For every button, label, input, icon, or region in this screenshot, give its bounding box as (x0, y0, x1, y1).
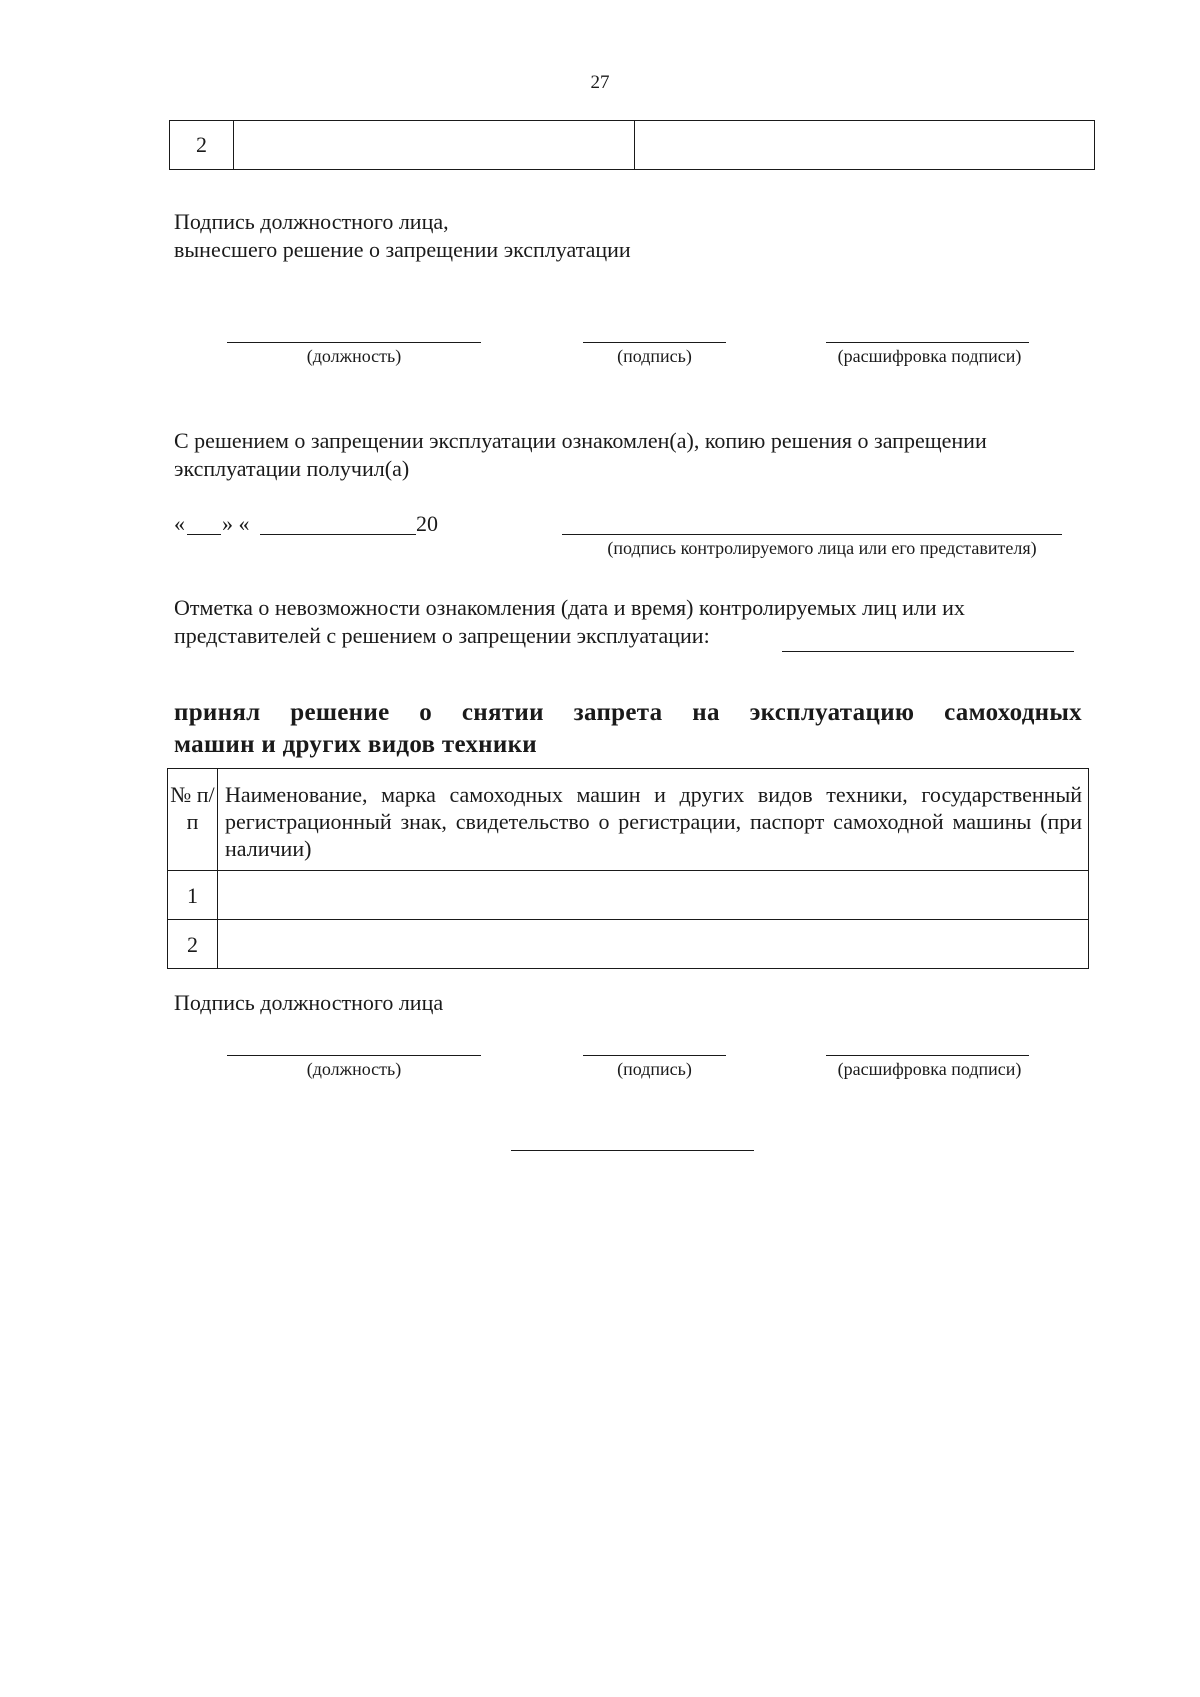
header-number: № п/п (168, 769, 218, 871)
signature-label: (подпись) (617, 1059, 692, 1079)
row-number: 2 (170, 121, 234, 170)
official-signature-caption-2: Подпись должностного лица (174, 990, 444, 1015)
controlled-signature-line (562, 534, 1062, 535)
table-header-row (168, 769, 1089, 871)
date-day-line (187, 534, 221, 535)
impossibility-note (174, 594, 1094, 650)
text-line: представителей с решением о запрещении эксплуатации: (174, 623, 710, 648)
note-fill-line (782, 651, 1074, 652)
text-line: эксплуатации получил(а) (174, 456, 410, 481)
top-table (169, 120, 1095, 170)
position-line (227, 342, 481, 343)
table-cell (218, 920, 1089, 969)
heading-line: принял решение о снятии запрета на эксплуатацию самоходных (174, 699, 1082, 726)
row-number: 1 (168, 871, 218, 920)
lift-ban-heading (174, 697, 1082, 761)
decoding-line (826, 1055, 1029, 1056)
acknowledgement-text (174, 427, 1094, 483)
text-line: С решением о запрещении эксплуатации ознакомлен(а), копию решения о запрещении (174, 428, 987, 453)
row-number: 2 (168, 920, 218, 969)
lift-ban-table (167, 768, 1089, 969)
table-cell (635, 121, 1095, 170)
date-month-line (260, 534, 416, 535)
signature-line (583, 342, 726, 343)
date-year: 20 (416, 511, 438, 536)
end-rule (511, 1150, 754, 1151)
page-number: 27 (590, 72, 610, 93)
table-row (170, 121, 1095, 170)
signature-label: (подпись) (617, 346, 692, 366)
controlled-signature-label: (подпись контролируемого лица или его представителя) (607, 538, 1037, 558)
decoding-label: (расшифровка подписи) (837, 346, 1022, 366)
position-label: (должность) (306, 1059, 402, 1079)
header-description: Наименование, марка самоходных машин и других видов техники, государственный регистрационный знак, свидетельство о регистрации, паспорт самоходной машины (при наличии) (218, 769, 1089, 871)
decoding-label: (расшифровка подписи) (837, 1059, 1022, 1079)
official-signature-caption (174, 208, 631, 264)
table-cell (234, 121, 635, 170)
table-cell (218, 871, 1089, 920)
table-row (168, 871, 1089, 920)
caption-line: Подпись должностного лица, (174, 209, 449, 234)
date-open-quote: « (174, 511, 185, 536)
text-line: Отметка о невозможности ознакомления (дата и время) контролируемых лиц или их (174, 595, 965, 620)
date-mid-quote: » « (222, 511, 250, 536)
table-row (168, 920, 1089, 969)
signature-line (583, 1055, 726, 1056)
heading-line: машин и других видов техники (174, 731, 537, 758)
position-line (227, 1055, 481, 1056)
caption-line: вынесшего решение о запрещении эксплуатации (174, 237, 631, 262)
position-label: (должность) (306, 346, 402, 366)
decoding-line (826, 342, 1029, 343)
